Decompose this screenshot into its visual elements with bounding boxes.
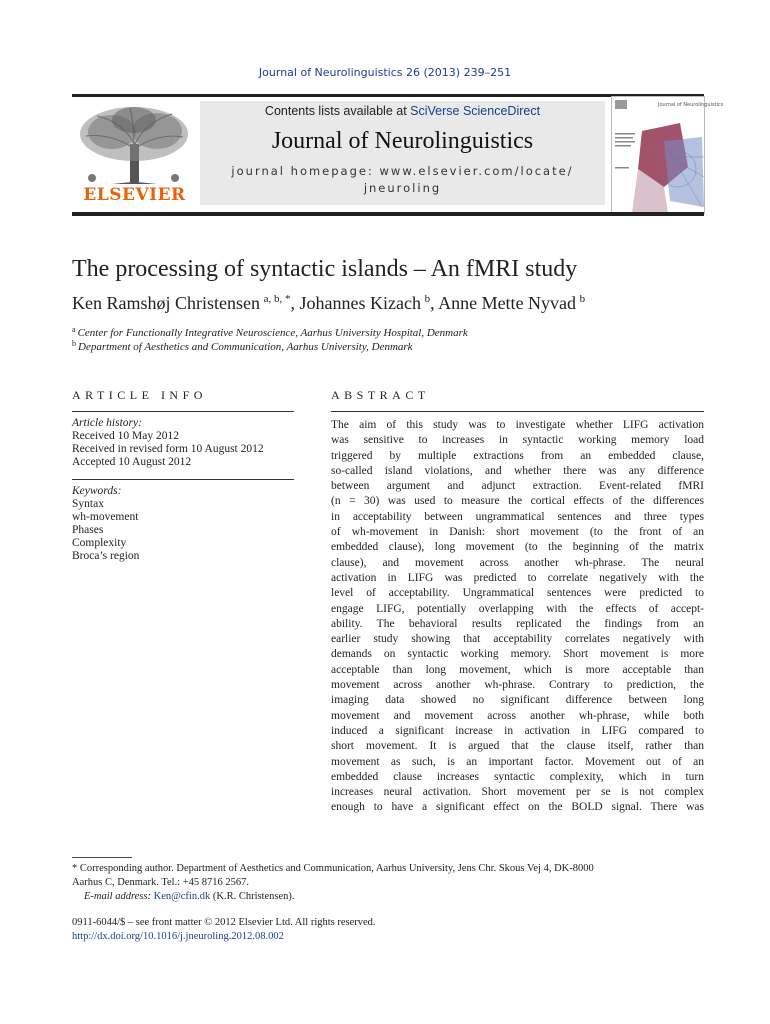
header-top-rule [72,94,704,97]
keyword: Syntax [72,498,104,510]
abstract-line: (n = 30) was used to measure the cortical effects of the differences [331,495,704,508]
article-info-rule [72,411,294,412]
keywords-rule [72,479,294,480]
affiliation-text: Center for Functionally Integrative Neuroscience, Aarhus University Hospital, Denmark [77,327,468,339]
abstract-body [331,418,704,816]
copyright-line: 0911-6044/$ – see front matter © 2012 Elsevier Ltd. All rights reserved. [72,917,376,928]
abstract-line: acceptable than long movement, which is more acceptable than [331,663,704,676]
abstract-line: enough to have a significant effect on the BOLD signal. There was [331,801,704,814]
homepage-line-1: journal homepage: www.elsevier.com/locate/ [231,164,574,178]
abstract-line: demands on syntactic working memory. Short movement is more [331,648,704,661]
elsevier-wordmark: ELSEVIER [83,185,186,205]
abstract-heading: ABSTRACT [331,388,430,402]
keyword: Complexity [72,537,127,549]
article-title: The processing of syntactic islands – An fMRI study [72,256,578,282]
history-received: Received 10 May 2012 [72,430,179,442]
history-accepted: Accepted 10 August 2012 [72,456,192,468]
author-affiliation-marks[interactable]: b [579,293,586,305]
copyright-block [72,916,704,944]
abstract-line: increases neural activation. Short movement per se is not complex [331,786,704,799]
footnote-rule [72,857,132,858]
author-name[interactable]: Johannes Kizach [299,293,421,313]
affiliation-a [72,325,468,339]
journal-cover-thumbnail [611,96,724,214]
abstract-line: imaging data showed no significant difference between long [331,694,704,707]
abstract-line: movement as such, is an important factor. Movement out of an [331,755,704,768]
abstract-line: clause), and movement across another wh-phrase. The neural [331,556,704,569]
abstract-line: between argument and adjunct extraction. Event-related fMRI [331,480,704,493]
corresponding-author-note [72,862,704,904]
abstract-line: activation in LIFG was predicted to correlate negatively with the [331,571,704,584]
abstract-line: was sensitive to increases in syntactic working memory load [331,434,704,447]
journal-name: Journal of Neurolinguistics [271,128,534,154]
keywords-label: Keywords: [72,485,122,497]
abstract-line: movement and movement across another wh-phrase, while both [331,709,704,722]
abstract-line: The aim of this study was to investigate whether LIFG activation [331,419,704,431]
abstract-line: engage LIFG, potentially overlapping with the effects of accept- [331,602,704,615]
corresponding-line-1: * Corresponding author. Department of Aesthetics and Communication, Aarhus University, Jens Chr. Skous Vej 4, DK-8000 [72,863,594,874]
journal-reference[interactable]: Journal of Neurolinguistics 26 (2013) 239–251 [258,66,512,79]
author-affiliation-marks[interactable]: a, b, * [263,293,291,305]
abstract-line: short movement. It is argued that the clause itself, rather than [331,740,704,753]
sciencedirect-link[interactable]: SciVerse ScienceDirect [410,104,541,118]
abstract-line: earlier study showing that acceptability correlates negatively with [331,633,704,646]
contents-prefix: Contents lists available at [264,104,411,118]
affiliation-text: Department of Aesthetics and Communication, Aarhus University, Denmark [78,341,413,353]
author-separator: , [290,293,300,313]
abstract-line: movement across another wh-phrase. Contrary to prediction, the [331,679,704,692]
abstract-rule [331,411,704,412]
abstract-line: embedded clause), long movement (to the beginning of the matrix [331,541,704,554]
abstract-line: so-called island violations, and whether there was any difference [331,464,704,477]
contents-availability [200,104,605,118]
homepage-line-2: jneuroling [363,181,442,195]
abstract-line: triggered by multiple extractions from an embedded clause, [331,449,704,462]
abstract-line: level of acceptability. Ungrammatical sentences were predicted to [331,587,704,600]
author-list [72,293,585,314]
keyword: Broca’s region [72,550,140,562]
cover-journal-small-label: Journal of Neurolinguistics [658,102,724,108]
email-suffix: (K.R. Christensen). [210,891,295,902]
article-info-heading: ARTICLE INFO [72,388,207,402]
affiliation-b [72,339,413,353]
author-name[interactable]: Anne Mette Nyvad [438,293,577,313]
email-link[interactable]: Ken@cfin.dk [153,891,211,902]
author-name[interactable]: Ken Ramshøj Christensen [72,293,260,313]
history-revised: Received in revised form 10 August 2012 [72,443,264,455]
author-separator: , [430,293,439,313]
abstract-line: induced a significant increase in activation in LIFG compared to [331,724,704,737]
author-affiliation-marks[interactable]: b [424,293,431,305]
abstract-line: of wh-movement in Danish: short movement (to the front of an [331,526,704,539]
article-history-label: Article history: [72,417,142,429]
keyword: Phases [72,524,104,536]
affiliation-mark: b [72,339,76,348]
email-line [72,890,704,904]
email-label: E-mail address: [84,891,154,902]
corresponding-line-2: Aarhus C, Denmark. Tel.: +45 8716 2567. [72,877,250,888]
header-bottom-rule [72,212,704,216]
abstract-line: embedded clause increases syntactic complexity, which in turn [331,770,704,783]
keyword: wh-movement [72,511,139,523]
doi-link[interactable]: http://dx.doi.org/10.1016/j.jneuroling.2012.08.002 [72,931,284,942]
abstract-line: ability. The behavioral results replicated the findings from an [331,617,704,630]
affiliation-mark: a [72,325,76,334]
abstract-line: in acceptability between ungrammatical sentences and three types [331,510,704,523]
journal-homepage[interactable] [200,163,605,197]
